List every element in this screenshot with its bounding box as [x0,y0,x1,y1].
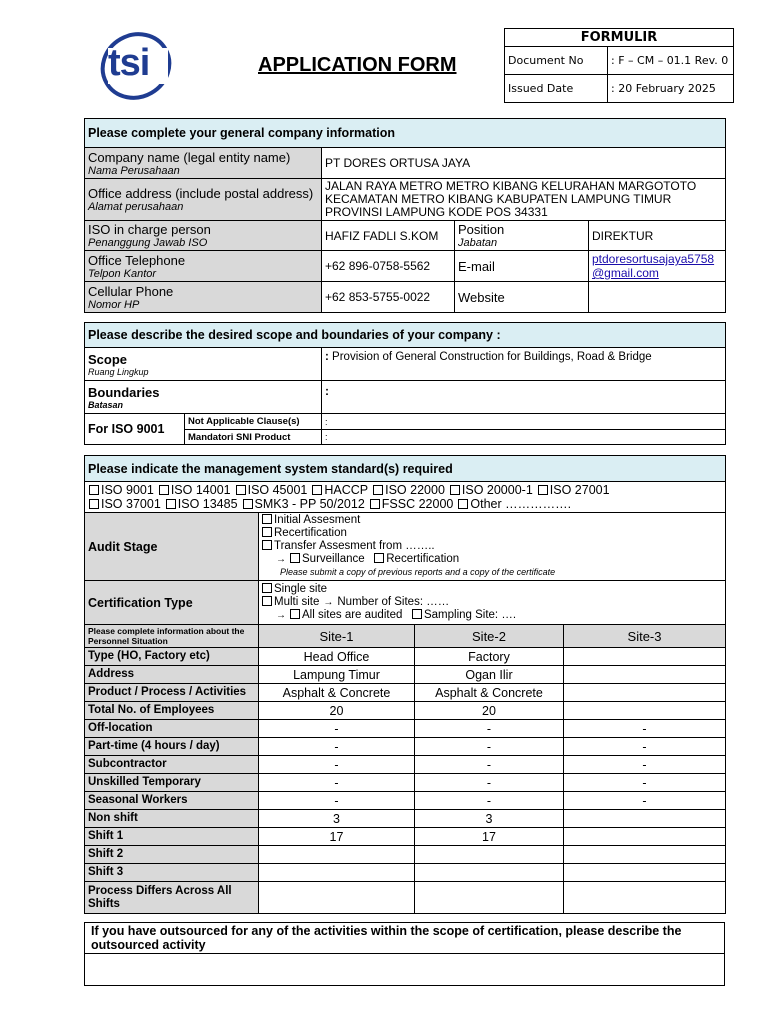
personnel-row [85,756,726,774]
standard-option[interactable] [370,497,454,511]
personnel-row-label: Non shift [85,810,259,828]
site-1-cell[interactable]: - [259,738,415,756]
outsourced-heading: If you have outsourced for any of the activities within the scope of certification, please describe the outsourced activity [85,923,725,954]
mandatory-sni-value[interactable]: : [322,430,726,445]
site-2-cell[interactable]: - [415,792,564,810]
site-1-cell[interactable]: Lampung Timur [259,666,415,684]
audit-surveillance-option[interactable]: Surveillance [302,553,365,565]
site-3-cell[interactable] [564,648,726,666]
checkbox-icon[interactable] [374,553,384,563]
personnel-row [85,702,726,720]
checkbox-icon[interactable] [450,485,460,495]
boundaries-label: Boundaries Batasan [85,381,322,414]
checkbox-icon[interactable] [243,499,253,509]
personnel-row-label: Unskilled Temporary [85,774,259,792]
page-title: APPLICATION FORM [258,54,457,76]
site-2-cell[interactable]: - [415,756,564,774]
site-1-cell[interactable]: 17 [259,828,415,846]
site-3-cell[interactable]: - [564,720,726,738]
checkbox-icon[interactable] [89,499,99,509]
site-3-cell[interactable] [564,846,726,864]
standard-label: HACCP [324,483,369,497]
site-3-cell[interactable]: - [564,792,726,810]
site-1-cell[interactable] [259,882,415,914]
issued-date-value: : 20 February 2025 [608,75,734,103]
site-1-cell[interactable]: Head Office [259,648,415,666]
personnel-row-label: Address [85,666,259,684]
company-info-table [84,118,726,313]
personnel-row-label: Shift 2 [85,846,259,864]
certification-type-options [259,581,726,625]
standard-label: Other ……………. [470,497,572,511]
checkbox-icon[interactable] [373,485,383,495]
iso-9001-label: For ISO 9001 [85,414,185,445]
company-name-value[interactable]: PT DORES ORTUSA JAYA [322,148,726,179]
site-1-cell[interactable]: 3 [259,810,415,828]
personnel-row-label: Shift 3 [85,864,259,882]
checkbox-icon[interactable] [290,609,300,619]
site-3-cell[interactable] [564,702,726,720]
personnel-row-label: Subcontractor [85,756,259,774]
checkbox-icon[interactable] [312,485,322,495]
standard-label: ISO 45001 [247,483,308,497]
standard-option[interactable] [450,483,533,497]
site-2-cell[interactable]: Asphalt & Concrete [415,684,564,702]
personnel-row [85,738,726,756]
scope-value[interactable]: : Provision of General Construction for Buildings, Road & Bridge [322,348,726,381]
site-1-cell[interactable] [259,864,415,882]
site-1-cell[interactable]: - [259,774,415,792]
personnel-note: Please complete information about the Personnel Situation [85,625,259,648]
checkbox-icon[interactable] [159,485,169,495]
site-3-cell[interactable] [564,810,726,828]
tsi-logo [98,26,176,102]
scope-table [84,322,726,445]
personnel-row-label: Process Differs Across All Shifts [85,882,259,914]
standard-option[interactable] [373,483,445,497]
checkbox-icon[interactable] [290,553,300,563]
checkbox-icon[interactable] [166,499,176,509]
not-applicable-clause-label: Not Applicable Clause(s) [185,414,322,430]
standard-label: ISO 13485 [177,497,238,511]
standard-option[interactable] [89,483,154,497]
logo-text: tsi [108,42,150,84]
cert-single-option[interactable]: Single site [262,583,722,596]
standard-label: ISO 22000 [385,483,445,497]
standard-option[interactable] [243,497,365,511]
checkbox-icon[interactable] [262,540,272,550]
boundaries-value[interactable]: : [322,381,726,414]
personnel-rows [85,648,726,914]
personnel-row-label: Type (HO, Factory etc) [85,648,259,666]
office-address-value[interactable]: JALAN RAYA METRO METRO KIBANG KELURAHAN MARGOTOTO KECAMATAN METRO KIBANG KABUPATEN LAMPUNG TIMUR PROVINSI LAMPUNG KODE POS 34331 [322,179,726,221]
personnel-row [85,792,726,810]
personnel-row-label: Shift 1 [85,828,259,846]
site-3-cell[interactable] [564,666,726,684]
personnel-row [85,666,726,684]
outsourced-table [84,922,725,986]
company-name-label: Company name (legal entity name) Nama Perusahaan [85,148,322,179]
standard-option[interactable] [89,497,161,511]
standard-label: ISO 14001 [170,483,231,497]
company-section-heading: Please complete your general company information [85,119,726,148]
outsourced-value[interactable] [85,954,725,986]
site-3-cell[interactable]: - [564,774,726,792]
site-1-header: Site-1 [259,625,415,648]
site-1-cell[interactable]: 20 [259,702,415,720]
cert-all-sites-option[interactable]: All sites are audited [302,609,403,621]
site-2-cell[interactable]: Ogan Ilir [415,666,564,684]
standard-label: ISO 27001 [549,483,610,497]
site-3-cell[interactable]: - [564,738,726,756]
doc-no-label: Document No [505,47,608,75]
cert-sampling-option[interactable]: Sampling Site: …. [423,609,517,621]
cert-multi-option[interactable]: Multi site [274,596,320,608]
site-1-cell[interactable]: - [259,720,415,738]
iso-person-value[interactable]: HAFIZ FADLI S.KOM [322,221,455,251]
standard-label: SMK3 - PP 50/2012 [254,497,365,511]
mandatory-sni-label: Mandatori SNI Product [185,430,322,445]
site-2-cell[interactable]: - [415,720,564,738]
site-1-cell[interactable]: - [259,792,415,810]
checkbox-icon[interactable] [89,485,99,495]
formulir-title: FORMULIR [505,29,734,47]
standards-checklist [85,482,726,513]
personnel-row [85,828,726,846]
site-3-header: Site-3 [564,625,726,648]
checkbox-icon[interactable] [262,527,272,537]
audit-transfer-option[interactable]: Transfer Assesment from …….. [262,540,722,553]
certification-type-label: Certification Type [85,581,259,625]
doc-no-value: : F – CM – 01.1 Rev. 0 [608,47,734,75]
personnel-row-label: Part-time (4 hours / day) [85,738,259,756]
personnel-row-label: Off-location [85,720,259,738]
personnel-row [85,810,726,828]
office-telephone-value[interactable]: +62 896-0758-5562 [322,251,455,282]
site-3-cell[interactable] [564,684,726,702]
scope-section-heading: Please describe the desired scope and boundaries of your company : [85,323,726,348]
site-3-cell[interactable] [564,864,726,882]
personnel-row [85,882,726,914]
arrow-right-icon: → [276,610,286,621]
personnel-row [85,648,726,666]
personnel-row [85,774,726,792]
checkbox-icon[interactable] [262,514,272,524]
site-1-cell[interactable]: - [259,756,415,774]
scope-label: Scope Ruang Lingkup [85,348,322,381]
site-2-cell[interactable]: 20 [415,702,564,720]
document-info-table [504,28,734,103]
checkbox-icon[interactable] [538,485,548,495]
checkbox-icon[interactable] [458,499,468,509]
checkbox-icon[interactable] [262,596,272,606]
site-3-cell[interactable] [564,828,726,846]
standard-label: FSSC 22000 [381,497,454,511]
office-telephone-label: Office Telephone Telpon Kantor [85,251,322,282]
standard-option[interactable] [159,483,231,497]
personnel-row [85,684,726,702]
site-3-cell[interactable]: - [564,756,726,774]
site-2-cell[interactable]: - [415,774,564,792]
site-2-cell[interactable]: 17 [415,828,564,846]
site-1-cell[interactable] [259,846,415,864]
not-applicable-clause-value[interactable]: : [322,414,726,430]
email-link[interactable]: ptdoresortusajaya5758 @gmail.com [592,252,715,280]
standard-option[interactable] [458,497,571,511]
iso-person-label: ISO in charge person Penanggung Jawab ISO [85,221,322,251]
audit-stage-label: Audit Stage [85,513,259,581]
site-2-cell[interactable] [415,882,564,914]
personnel-row-label: Product / Process / Activities [85,684,259,702]
standard-label: ISO 9001 [101,483,154,497]
audit-recert2-option[interactable]: Recertification [386,553,460,565]
personnel-row-label: Total No. of Employees [85,702,259,720]
site-2-cell[interactable]: Factory [415,648,564,666]
personnel-row-label: Seasonal Workers [85,792,259,810]
personnel-row [85,864,726,882]
standard-option[interactable] [166,497,238,511]
standards-row-2 [89,497,722,511]
issued-date-label: Issued Date [505,75,608,103]
checkbox-icon[interactable] [370,499,380,509]
website-value[interactable] [589,282,726,313]
audit-note: Please submit a copy of previous reports and a copy of the certificate [280,567,556,577]
position-value[interactable]: DIREKTUR [589,221,726,251]
standards-section-heading: Please indicate the management system standard(s) required [85,456,726,482]
standard-option[interactable] [538,483,610,497]
site-2-header: Site-2 [415,625,564,648]
audit-initial-option[interactable]: Initial Assesment [262,514,722,527]
site-1-cell[interactable]: Asphalt & Concrete [259,684,415,702]
checkbox-icon[interactable] [236,485,246,495]
position-label: Position Jabatan [455,221,589,251]
audit-stage-options [259,513,726,581]
cellular-phone-value[interactable]: +62 853-5755-0022 [322,282,455,313]
standard-option[interactable] [312,483,368,497]
checkbox-icon[interactable] [412,609,422,619]
standard-label: ISO 37001 [101,497,161,511]
standards-row-1 [89,483,722,497]
cellular-phone-label: Cellular Phone Nomor HP [85,282,322,313]
office-address-label: Office address (include postal address) Alamat perusahaan [85,179,322,221]
personnel-row [85,720,726,738]
checkbox-icon[interactable] [262,583,272,593]
site-2-cell[interactable]: - [415,738,564,756]
audit-recert-option[interactable]: Recertification [262,527,722,540]
site-2-cell[interactable] [415,846,564,864]
arrow-right-icon: → [323,597,334,608]
standards-table [84,455,726,914]
site-3-cell[interactable] [564,882,726,914]
personnel-row [85,846,726,864]
arrow-right-icon: → [276,554,286,565]
email-value[interactable] [589,251,726,282]
standard-option[interactable] [236,483,308,497]
site-2-cell[interactable]: 3 [415,810,564,828]
email-label: E-mail [455,251,589,282]
site-2-cell[interactable] [415,864,564,882]
website-label: Website [455,282,589,313]
cert-number-of-sites[interactable]: Number of Sites: …… [337,596,450,608]
standard-label: ISO 20000-1 [461,483,533,497]
